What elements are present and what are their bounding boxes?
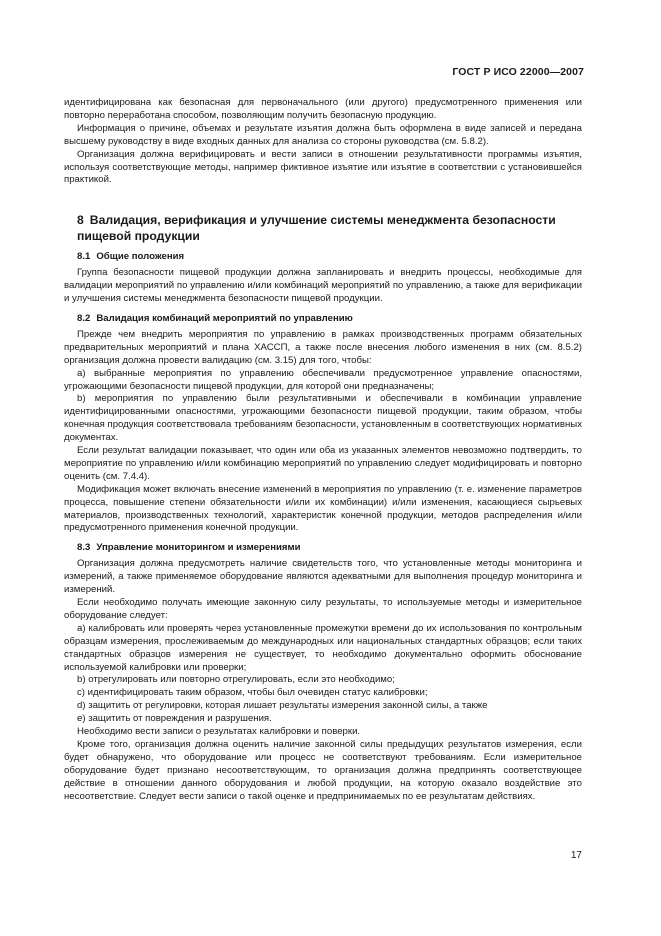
list-item: b) мероприятия по управлению были результативными и обеспечивали в комбинации управление идентифицированными опасностями, угрожающими безопасности пищевой продукции, таким образом, чтобы конечная продукция соответствовала требованиям безопасности, установленным в соответствующих нормативных документах. xyxy=(64,393,582,444)
subsection-number: 8.2 xyxy=(77,312,91,324)
paragraph: Группа безопасности пищевой продукции должна запланировать и внедрить процессы, необходимые для валидации мероприятий по управлению и/или комбинаций мероприятий по управлению, а также для верификации и улучшения системы менеджмента безопасности пищевой продукции. xyxy=(64,267,582,305)
list-item: d) защитить от регулировки, которая лишает результаты измерения законной силы, а также xyxy=(77,700,488,712)
paragraph: Модификация может включать внесение изменений в мероприятия по управлению (т. е. изменение параметров процесса, повышение степени обязательности и/или их комбинации) и/или изменения, касающиеся сырьевых материалов, производственных технологий, характеристик конечной продукции, методов распределения и/или предусмотренного применения конечной продукции. xyxy=(64,483,582,534)
paragraph: Прежде чем внедрить мероприятия по управлению в рамках производственных программ обязательных предварительных мероприятий и плана ХАССП, а также после внесения любого изменения в них (см. 8.5.2) организация должна провести валидацию (см. 3.15) для того, чтобы: xyxy=(64,328,582,366)
paragraph: Если результат валидации показывает, что один или оба из указанных элементов невозможно подтвердить, то мероприятие по управлению и/или комбинацию мероприятий по управлению следует модифицировать и повторно оценить (см. 7.4.4). xyxy=(64,445,582,482)
page-content xyxy=(64,97,582,804)
subsection-title: Общие положения xyxy=(96,251,185,263)
paragraph: идентифицирована как безопасная для первоначального (или другого) предусмотренного применения или повторно переработана способом, позволяющим получить безопасную продукцию. xyxy=(64,97,582,121)
list-item: e) защитить от повреждения и разрушения. xyxy=(77,713,272,725)
subsection-number: 8.1 xyxy=(77,251,91,263)
subsection-heading xyxy=(64,251,582,264)
list-item: b) отрегулировать или повторно отрегулировать, если это необходимо; xyxy=(77,674,395,686)
list-item: c) идентифицировать таким образом, чтобы был очевиден статус калибровки; xyxy=(77,687,428,699)
section-heading xyxy=(64,213,582,244)
subsection-number: 8.3 xyxy=(77,542,91,554)
paragraph: Необходимо вести записи о результатах калибровки и поверки. xyxy=(77,726,361,738)
subsection-title: Валидация комбинаций мероприятий по управлению xyxy=(96,312,353,324)
paragraph: Информация о причине, объемах и результате изъятия должна быть оформлена в виде записей и передана высшему руководству в виде входных данных для анализа со стороны руководства (см. 5.8.2). xyxy=(64,122,582,147)
paragraph: Организация должна предусмотреть наличие свидетельств того, что установленные методы мониторинга и измерений, а также применяемое оборудование являются адекватными для выполнения процедур мониторинга и измерений. xyxy=(64,558,582,596)
document-header: ГОСТ Р ИСО 22000—2007 xyxy=(452,66,584,78)
subsection-heading xyxy=(64,542,582,555)
list-item: a) выбранные мероприятия по управлению обеспечивали предусмотренное управление опасностями, угрожающими безопасности пищевой продукции, для которой они предназначены; xyxy=(64,367,582,392)
section-title: Валидация, верификация и улучшение системы менеджмента безопасности пищевой продукции xyxy=(77,213,556,243)
page-number: 17 xyxy=(570,850,582,861)
paragraph: Если необходимо получать имеющие законную силу результаты, то используемые методы и измерительное оборудование следует: xyxy=(64,597,582,621)
subsection-title: Управление мониторингом и измерениями xyxy=(96,542,301,554)
paragraph: Организация должна верифицировать и вести записи в отношении результативности программы изъятия, используя соответствующие методы, например фиктивное изъятие или изъятие в соответствии с установившейся практикой. xyxy=(64,148,582,186)
paragraph: Кроме того, организация должна оценить наличие законной силы предыдущих результатов измерения, если будет обнаружено, что оборудование или процесс не соответствуют требованиям. Если измерительное оборудование будет признано несоответствующим, то организация должна предпринять соответствующее действие в отношении данного оборудования и любой продукции, на которую оказало воздействие это несоответствие. Следует вести записи о такой оценке и предпринимаемых по ее результатам действиях. xyxy=(64,738,582,802)
section-number: 8 xyxy=(77,213,84,228)
subsection-heading xyxy=(64,313,582,326)
list-item: a) калибровать или проверять через установленные промежутки времени до их использования по контрольным образцам измерения, прослеживаемым до международных или национальных стандартных образцов; если таких стандартных образцов измерения не существует, то необходимо документально оформить обоснование используемой калибровки или проверки; xyxy=(64,622,582,673)
